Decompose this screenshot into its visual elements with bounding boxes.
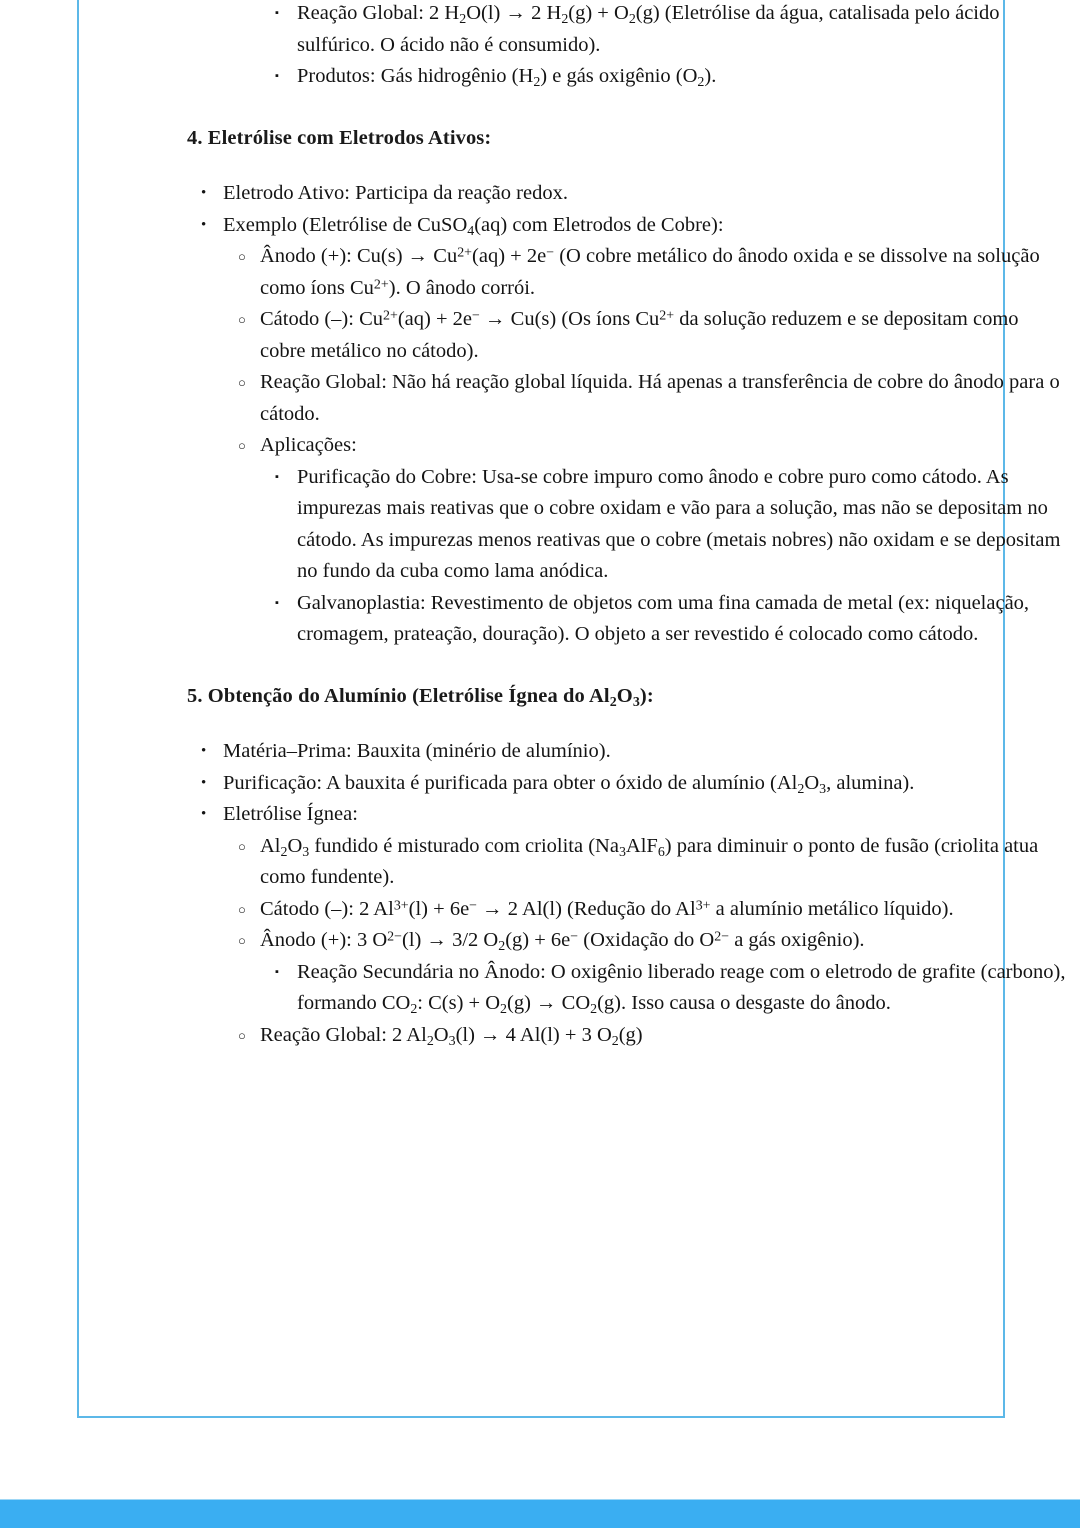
bullet-catodo-cobre <box>187 304 1067 367</box>
list-item-text: Reação Global: 2 $H_2O(l) \to 2$ $H_2(g) + O_2(g)$ (Eletrólise da água, catalisada pelo ácido sulfúrico. O ácido não é consumido). <box>297 2 1000 56</box>
list-item-text: Ânodo (+): $Cu(s) \to Cu^{2+}(aq) + 2e^-$ (O cobre metálico do ânodo oxida e se dissolve na solução como íons $Cu^{2+}$). O ânodo corrói. <box>260 245 1040 299</box>
list-bullet-icon: • <box>201 774 207 791</box>
list-item-text: Matéria–Prima: Bauxita (minério de alumínio). <box>223 740 611 763</box>
list-item-text: Galvanoplastia: Revestimento de objetos com uma fina camada de metal (ex: niquelação, cromagem, prateação, douração). O objeto a ser revestido é colocado como cátodo. <box>297 591 1030 646</box>
list-bullet-icon: • <box>201 216 207 233</box>
list-bullet-icon: ▪ <box>275 7 279 19</box>
bullet-reacao-global-agua <box>187 0 1067 61</box>
list-item-text: $Al_2O_3$ fundido é misturado com criolita $(Na_3AlF_6)$ para diminuir o ponto de fusão (criolita atua como fundente). <box>260 834 1039 889</box>
list-bullet-icon: • <box>201 743 207 760</box>
list-bullet-icon: ▪ <box>275 596 279 609</box>
list-item-text: Reação Global: Não há reação global líquida. Há apenas a transferência de cobre do ânodo para o cátodo. <box>260 371 1060 425</box>
list-item-text: Reação Secundária no Ânodo: O oxigênio liberado reage com o eletrodo de grafite (carbono), formando $CO_2$: $C(s) + O_2(g) \to CO_2(g)$. Isso causa o desgaste do ânodo. <box>297 960 1066 1018</box>
list-bullet-icon: ○ <box>238 838 246 854</box>
document-content <box>187 0 1067 1051</box>
list-item-text: Purificação: A bauxita é purificada para obter o óxido de alumínio ($Al_2O_3$, alumina). <box>223 771 915 797</box>
bullet-purificacao-cobre <box>187 462 1067 588</box>
spacer-after-heading-4 <box>187 152 1067 178</box>
bullet-eletrolise-ignea <box>187 799 1067 831</box>
list-item-text: Reação Global: 2 $Al_2O_3(l) \to 4$ Al(l) + 3 $O_2(g)$ <box>260 1023 643 1049</box>
bullet-galvanoplastia <box>187 588 1067 651</box>
list-bullet-icon: ○ <box>238 1027 246 1043</box>
spacer-after-heading-5 <box>187 710 1067 736</box>
list-item-text: Aplicações: <box>260 434 357 457</box>
bullet-materia-prima <box>187 736 1067 768</box>
list-item-text: Exemplo (Eletrólise de CuSO$_4$(aq) com Eletrodos de Cobre): <box>223 213 724 239</box>
page-border-frame <box>77 0 1066 1418</box>
list-bullet-icon: • <box>201 185 207 202</box>
list-item-text: Produtos: Gás hidrogênio $(H_2)$ e gás oxigênio $(O_2)$. <box>297 65 717 90</box>
bullet-criolita <box>187 831 1067 894</box>
list-bullet-icon: ○ <box>238 312 246 328</box>
list-item-text: Purificação do Cobre: Usa-se cobre impuro como ânodo e cobre puro como cátodo. As impurezas mais reativas que o cobre oxidam e vão para a solução, mas não se depositam no cátodo. As impurezas menos reativas que o cobre (metais nobres) não oxidam e se depositam no fundo da cuba como lama anódica. <box>297 465 1061 583</box>
list-bullet-icon: ○ <box>238 375 246 391</box>
list-bullet-icon: • <box>201 806 207 823</box>
list-bullet-icon: ○ <box>238 249 246 265</box>
heading-4-eletrolise-eletrodos-ativos: 4. Eletrólise com Eletrodos Ativos: <box>187 126 492 149</box>
bullet-anodo-cobre <box>187 241 1067 304</box>
list-item-text: Ânodo (+): 3 $O^{2-}(l) \to 3/2$ $O_2(g) + 6e^-$ (Oxidação do $O^{2-}$ a gás oxigênio). <box>260 929 865 955</box>
list-item-text: Eletrólise Ígnea: <box>223 803 358 826</box>
list-item-text: Cátodo (–): $Cu^{2+}(aq) + 2e^- \to Cu(s)$ (Os íons $Cu^{2+}$ da solução reduzem e se depositam como cobre metálico no cátodo). <box>260 308 1019 362</box>
bullet-catodo-aluminio <box>187 894 1067 926</box>
heading-5-obtencao-aluminio: 5. Obtenção do Alumínio (Eletrólise Ígnea do $Al_2O_3$): <box>187 684 654 710</box>
spacer-before-heading-4 <box>187 93 1067 125</box>
bullet-produtos-agua <box>187 61 1067 93</box>
bullet-purificacao-bauxita <box>187 768 1067 800</box>
list-bullet-icon: ○ <box>238 933 246 949</box>
list-item-text: Eletrodo Ativo: Participa da reação redox. <box>223 182 568 205</box>
spacer-before-heading-5 <box>187 651 1067 683</box>
list-bullet-icon: ▪ <box>275 70 279 82</box>
list-bullet-icon: ▪ <box>275 965 279 978</box>
bullet-reacao-global-cobre <box>187 367 1067 430</box>
list-bullet-icon: ▪ <box>275 470 279 483</box>
bullet-reacao-secundaria-anodo <box>187 957 1067 1020</box>
bullet-eletrodo-ativo <box>187 178 1067 210</box>
bullet-exemplo-cuso4 <box>187 210 1067 242</box>
bullet-anodo-aluminio <box>187 925 1067 957</box>
list-bullet-icon: ○ <box>238 901 246 917</box>
bullet-reacao-global-aluminio <box>187 1020 1067 1052</box>
list-item-text: Cátodo (–): 2 $Al^{3+}(l) + 6e^- \to 2$ Al(l) (Redução do $Al^{3+}$ a alumínio metálico líquido). <box>260 897 954 920</box>
list-bullet-icon: ○ <box>238 438 246 454</box>
bullet-aplicacoes <box>187 430 1067 462</box>
bottom-blue-band <box>0 1499 1080 1528</box>
